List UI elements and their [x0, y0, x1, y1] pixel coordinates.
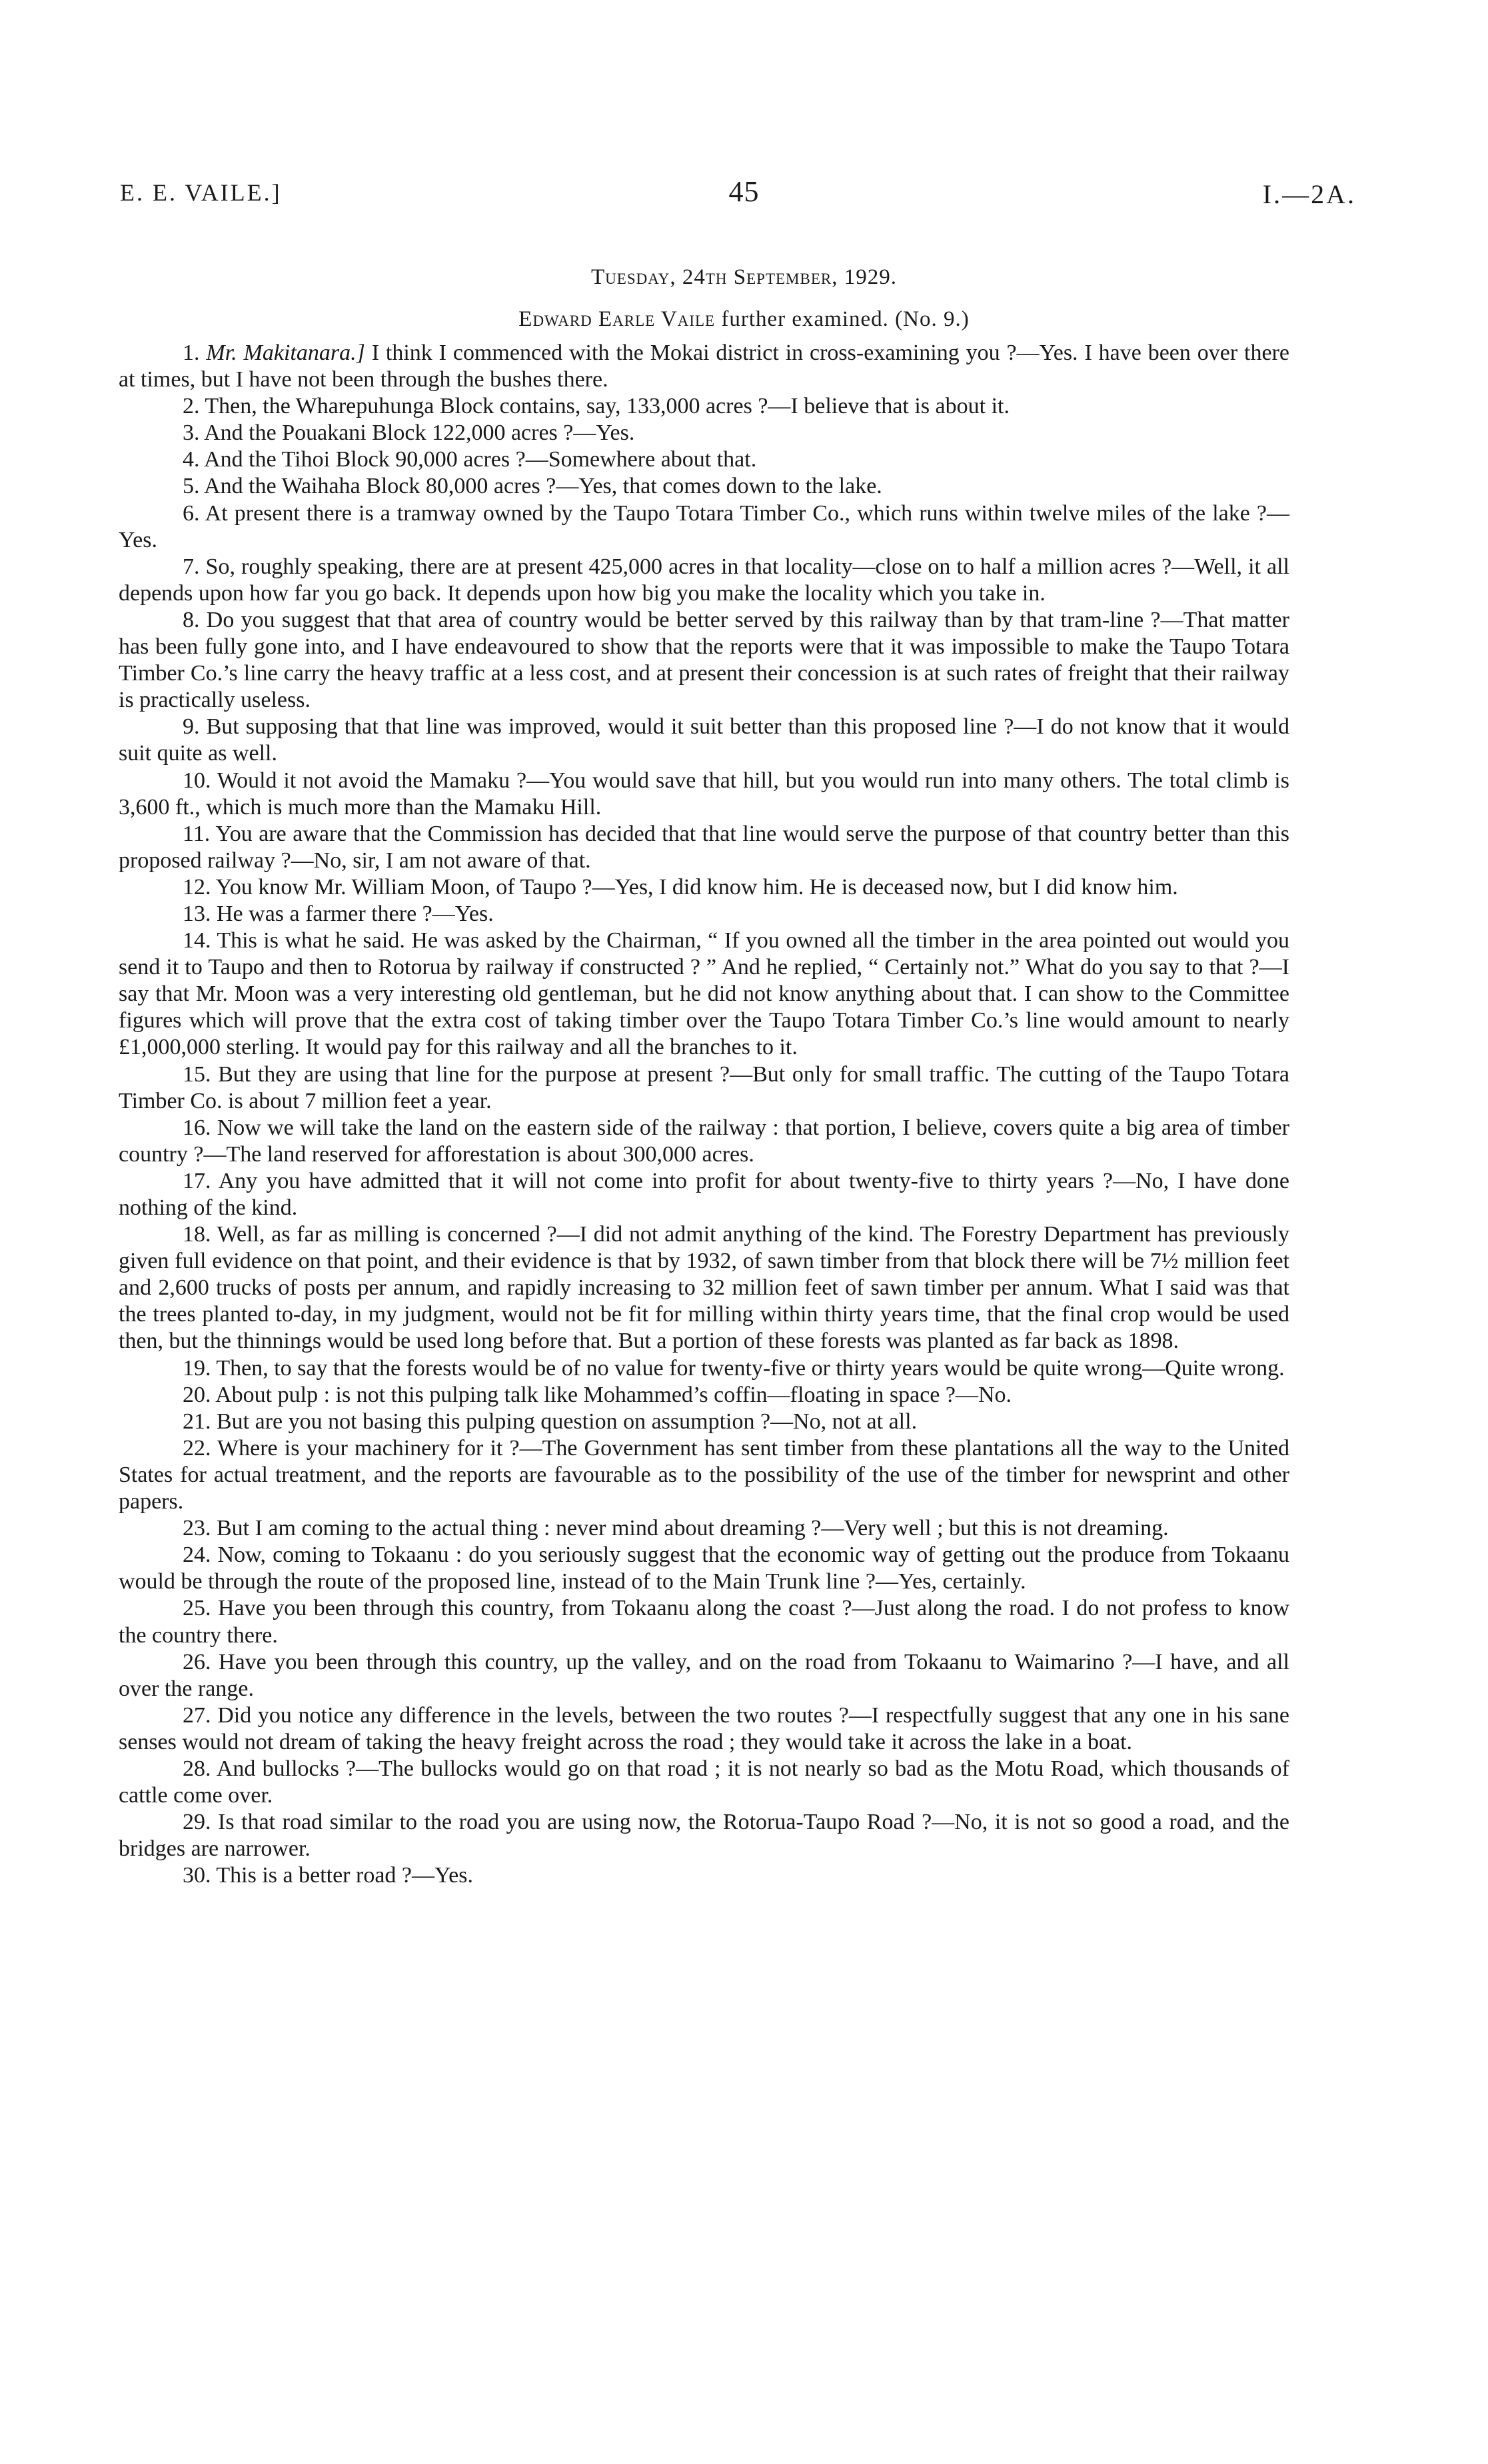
- paragraph-number: 20.: [183, 1382, 211, 1407]
- paragraph-number: 16.: [183, 1115, 211, 1140]
- testimony-paragraph: [119, 1702, 1289, 1756]
- session-date: Tuesday, 24th September, 1929.: [591, 265, 897, 289]
- testimony-paragraph: [119, 446, 1289, 473]
- testimony-paragraph: [119, 1435, 1289, 1515]
- paper-reference: I.—2A.: [1262, 179, 1356, 209]
- paragraph-number: 18.: [183, 1222, 211, 1247]
- paragraph-text: And the Waihaha Block 80,000 acres ?—Yes, that comes down to the lake.: [199, 474, 882, 499]
- paragraph-text: Have you been through this country, up the valley, and on the road from Tokaanu to Waimarino ?—I have, and all over the range.: [119, 1649, 1289, 1701]
- testimony-paragraph: [119, 420, 1289, 446]
- testimony-paragraph: [119, 1355, 1289, 1382]
- examination-note: further examined. (No. 9.): [715, 307, 970, 331]
- testimony-paragraph: [119, 1382, 1289, 1409]
- paragraph-number: 22.: [183, 1435, 211, 1461]
- paragraph-number: 1.: [183, 340, 200, 365]
- paragraph-text: Then, the Wharepuhunga Block contains, say, 133,000 acres ?—I believe that is about it.: [199, 394, 1010, 419]
- paragraph-text: So, roughly speaking, there are at present 425,000 acres in that locality—close on to half a million acres ?—Well, it all depends upon how far you go back. It depends upon how big you make the locality which you take in.: [119, 554, 1289, 606]
- testimony-paragraph: [119, 1862, 1289, 1889]
- testimony-paragraph: [119, 821, 1289, 874]
- testimony-paragraph: [119, 1168, 1289, 1221]
- paragraph-number: 30.: [183, 1863, 211, 1888]
- paragraph-text: But are you not basing this pulping question on assumption ?—No, not at all.: [211, 1409, 918, 1434]
- testimony-paragraph: [119, 1061, 1289, 1115]
- paragraph-number: 24.: [183, 1542, 211, 1568]
- testimony-paragraph: [119, 1756, 1289, 1809]
- testimony-body: [119, 340, 1289, 1889]
- paragraph-text: Is that road similar to the road you are using now, the Rotorua-Taupo Road ?—No, it is not so good a road, and the bridges are narrower.: [119, 1810, 1289, 1862]
- paragraph-number: 21.: [183, 1409, 211, 1434]
- testimony-paragraph: [119, 927, 1289, 1061]
- paragraph-text: Have you been through this country, from Tokaanu along the coast ?—Just along the road. I do not profess to know the country there.: [119, 1596, 1289, 1648]
- paragraph-text: Did you notice any difference in the levels, between the two routes ?—I respectfully suggest that any one in his sane senses would not dream of taking the heavy freight across the road ; they would take it across the lake in a boat.: [119, 1702, 1289, 1754]
- paragraph-text: Now we will take the land on the eastern side of the railway : that portion, I believe, covers quite a big area of timber country ?—The land reserved for afforestation is about 300,000 acres.: [119, 1115, 1289, 1167]
- paragraph-text: Well, as far as milling is concerned ?—I did not admit anything of the kind. The Forestry Department has previously given full evidence on that point, and their evidence is that by 1932, of sawn timber from that block there will be 7½ million feet and 2,600 trucks of posts per annum, and rapidly increasing to 32 million feet of sawn timber per annum. What I said was that the trees planted to-day, in my judgment, would not be fit for milling within thirty years time, that the final crop would be used then, but the thinnings would be used long before that. But a portion of these forests was planted as far back as 1898.: [119, 1222, 1289, 1354]
- testimony-paragraph: [119, 901, 1289, 927]
- paragraph-text: I think I commenced with the Mokai district in cross-examining you ?—Yes. I have been over there at times, but I have not been through the bushes there.: [119, 340, 1289, 392]
- paragraph-number: 14.: [183, 928, 211, 953]
- speaker-name: Mr. Makitanara.]: [206, 340, 365, 365]
- paragraph-number: 29.: [183, 1810, 211, 1835]
- paragraph-number: 6.: [183, 500, 200, 526]
- paragraph-number: 26.: [183, 1649, 211, 1674]
- testimony-paragraph: [119, 714, 1289, 767]
- paragraph-text: You know Mr. William Moon, of Taupo ?—Yes, I did know him. He is deceased now, but I did know him.: [211, 874, 1178, 900]
- testimony-paragraph: [119, 1809, 1289, 1862]
- paragraph-text: Do you suggest that that area of country would be better served by this railway than by that tram-line ?—That matter has been fully gone into, and I have endeavoured to show that the reports were that it was impossible to make the Taupo Totara Timber Co.’s line carry the heavy traffic at a less cost, and at present their concession is at such rates of freight that their railway is practically useless.: [119, 607, 1289, 713]
- paragraph-number: 10.: [183, 768, 211, 793]
- testimony-paragraph: [119, 1221, 1289, 1355]
- testimony-paragraph: [119, 1542, 1289, 1595]
- testimony-paragraph: [119, 874, 1289, 901]
- paragraph-number: 19.: [183, 1355, 211, 1381]
- paragraph-text: This is a better road ?—Yes.: [211, 1863, 473, 1888]
- paragraph-number: 3.: [183, 420, 200, 446]
- paragraph-number: 8.: [183, 607, 200, 632]
- testimony-paragraph: [119, 1649, 1289, 1702]
- paragraph-number: 7.: [183, 554, 200, 579]
- paragraph-text: He was a farmer there ?—Yes.: [211, 901, 494, 926]
- paragraph-number: 23.: [183, 1516, 211, 1541]
- examination-heading: [0, 307, 1488, 332]
- paragraph-number: 5.: [183, 474, 200, 499]
- paragraph-number: 27.: [183, 1702, 211, 1728]
- testimony-paragraph: [119, 340, 1289, 393]
- paragraph-text: This is what he said. He was asked by the Chairman, “ If you owned all the timber in the area pointed out would you send it to Taupo and then to Rotorua by railway if constructed ? ” And he replied, “ Certainly not.” What do you say to that ?—I say that Mr. Moon was a very interesting old gentleman, but he did not know anything about that. I can show to the Committee figures which will prove that the extra cost of taking timber over the Taupo Totara Timber Co.’s line would amount to nearly £1,000,000 sterling. It would pay for this railway and all the branches to it.: [119, 928, 1289, 1060]
- testimony-paragraph: [119, 554, 1289, 607]
- paragraph-number: 9.: [183, 714, 200, 740]
- paragraph-text: You are aware that the Commission has decided that that line would serve the purpose of that country better than this proposed railway ?—No, sir, I am not aware of that.: [119, 821, 1289, 873]
- testimony-paragraph: [119, 1595, 1289, 1648]
- testimony-paragraph: [119, 473, 1289, 500]
- testimony-paragraph: [119, 1409, 1289, 1435]
- paragraph-number: 28.: [183, 1756, 211, 1781]
- paragraph-text: About pulp : is not this pulping talk like Mohammed’s coffin—floating in space ?—No.: [211, 1382, 1012, 1407]
- paragraph-text: At present there is a tramway owned by the Taupo Totara Timber Co., which runs within twelve miles of the lake ?—Yes.: [119, 500, 1289, 552]
- paragraph-number: 25.: [183, 1596, 211, 1621]
- testimony-paragraph: [119, 1515, 1289, 1542]
- paragraph-text: And the Tihoi Block 90,000 acres ?—Somewhere about that.: [199, 447, 757, 472]
- paragraph-text: But supposing that that line was improved, would it suit better than this proposed line ?—I do not know that it would suit quite as well.: [119, 714, 1289, 766]
- paragraph-number: 4.: [183, 447, 200, 472]
- testimony-paragraph: [119, 768, 1289, 821]
- header-witness-name: E. E. VAILE.]: [120, 179, 282, 206]
- paragraph-text: And bullocks ?—The bullocks would go on that road ; it is not nearly so bad as the Motu Road, which thousands of cattle come over.: [119, 1756, 1289, 1808]
- witness-name: Edward Earle Vaile: [518, 307, 716, 331]
- paragraph-text: But I am coming to the actual thing : never mind about dreaming ?—Very well ; but this is not dreaming.: [211, 1516, 1169, 1541]
- paragraph-number: 13.: [183, 901, 211, 926]
- testimony-paragraph: [119, 607, 1289, 714]
- paragraph-text: Would it not avoid the Mamaku ?—You would save that hill, but you would run into many others. The total climb is 3,600 ft., which is much more than the Mamaku Hill.: [119, 768, 1289, 820]
- paragraph-text: Now, coming to Tokaanu : do you seriously suggest that the economic way of getting out the produce from Tokaanu would be through the route of the proposed line, instead of to the Main Trunk line ?—Yes, certainly.: [119, 1542, 1289, 1594]
- paragraph-text: But they are using that line for the purpose at present ?—But only for small traffic. The cutting of the Taupo Totara Timber Co. is about 7 million feet a year.: [119, 1061, 1289, 1113]
- paragraph-number: 15.: [183, 1061, 211, 1087]
- paragraph-text: And the Pouakani Block 122,000 acres ?—Yes.: [199, 420, 635, 446]
- paragraph-text: Then, to say that the forests would be of no value for twenty-five or thirty years would be quite wrong—Quite wrong.: [211, 1355, 1285, 1381]
- page-number: 45: [728, 175, 760, 208]
- testimony-paragraph: [119, 500, 1289, 554]
- paragraph-number: 11.: [183, 821, 211, 846]
- paragraph-number: 17.: [183, 1168, 211, 1193]
- paragraph-number: 2.: [183, 394, 200, 419]
- paragraph-text: Any you have admitted that it will not come into profit for about twenty-five to thirty years ?—No, I have done nothing of the kind.: [119, 1168, 1289, 1220]
- paragraph-text: Where is your machinery for it ?—The Government has sent timber from these plantations all the way to the United States for actual treatment, and the reports are favourable as to the possibility of the use of the timber for newsprint and other papers.: [119, 1435, 1289, 1515]
- testimony-paragraph: [119, 1115, 1289, 1168]
- testimony-paragraph: [119, 393, 1289, 420]
- paragraph-number: 12.: [183, 874, 211, 900]
